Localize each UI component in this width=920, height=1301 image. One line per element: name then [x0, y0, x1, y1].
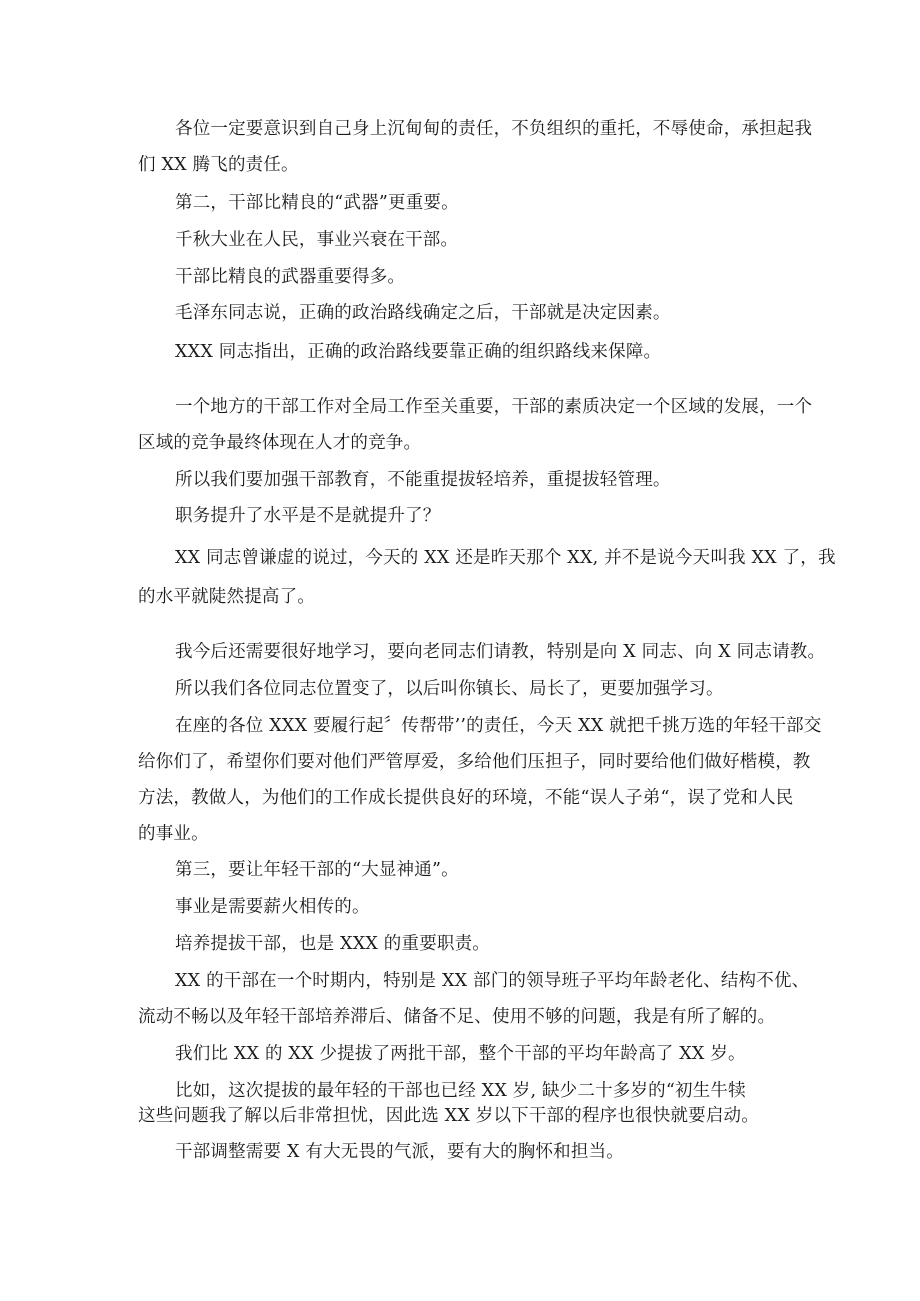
paragraph-line: 区域的竞争最终体现在人才的竞争。 — [138, 433, 422, 453]
paragraph-line: 培养提拔干部，也是 XXX 的重要职责。 — [175, 934, 490, 954]
paragraph-line: XX 的干部在一个时期内，特别是 XX 部门的领导班子平均年龄老化、结构不优、 — [175, 971, 810, 991]
paragraph-line: 的事业。 — [138, 824, 209, 844]
paragraph-line: 在座的各位 XXX 要履行起〞传帮带’’的责任，今天 XX 就把千挑万选的年轻干部交 — [175, 716, 822, 736]
paragraph-line: 千秋大业在人民，事业兴衰在干部。 — [175, 230, 459, 250]
paragraph-line: 的水平就陡然提高了。 — [138, 587, 315, 607]
paragraph-line: 们 XX 腾飞的责任。 — [138, 155, 299, 175]
paragraph-line: XX 同志曾谦虚的说过，今天的 XX 还是昨天那个 XX, 并不是说今天叫我 XX 了，我 — [175, 548, 836, 568]
paragraph-line: 职务提升了水平是不是就提升了？ — [175, 506, 441, 526]
paragraph-line: 所以我们各位同志位置变了，以后叫你镇长、局长了，更要加强学习。 — [175, 679, 724, 699]
paragraph-line: 各位一定要意识到自己身上沉甸甸的责任，不负组织的重托，不辱使命，承担起我 — [175, 119, 813, 139]
paragraph-line: 比如，这次提拔的最年轻的干部也已经 XX 岁, 缺少二十多岁的“初生牛犊 — [175, 1081, 746, 1101]
section-heading: 第三，要让年轻干部的“大显神通”。 — [175, 860, 459, 880]
paragraph-line: 方法，教做人，为他们的工作成长提供良好的环境，不能“误人子弟“，误了党和人民 — [138, 788, 794, 808]
paragraph-line: 毛泽东同志说，正确的政治路线确定之后，干部就是决定因素。 — [175, 303, 671, 323]
paragraph-line: 一个地方的干部工作对全局工作至关重要，干部的素质决定一个区域的发展，一个 — [175, 397, 813, 417]
paragraph-line: 事业是需要薪火相传的。 — [175, 897, 370, 917]
paragraph-line: 我们比 XX 的 XX 少提拔了两批干部，整个干部的平均年龄高了 XX 岁。 — [175, 1044, 746, 1064]
paragraph-line: 干部比精良的武器重要得多。 — [175, 267, 406, 287]
section-heading: 第二，干部比精良的“武器”更重要。 — [175, 193, 459, 213]
paragraph-line: 所以我们要加强干部教育，不能重提拔轻培养，重提拔轻管理。 — [175, 470, 671, 490]
paragraph-line: XXX 同志指出，正确的政治路线要靠正确的组织路线来保障。 — [175, 342, 662, 362]
paragraph-line: 干部调整需要 X 有大无畏的气派，要有大的胸怀和担当。 — [175, 1142, 624, 1162]
paragraph-line: 给你们了，希望你们要对他们严管厚爱，多给他们压担子，同时要给他们做好楷模，教 — [138, 752, 811, 772]
paragraph-line: 我今后还需要很好地学习，要向老同志们请教，特别是向 X 同志、向 X 同志请教。 — [175, 642, 826, 662]
paragraph-line: 流动不畅以及年轻干部培养滞后、储备不足、使用不够的问题，我是有所了解的。 — [138, 1007, 776, 1027]
paragraph-line: 这些问题我了解以后非常担忧，因此选 XX 岁以下干部的程序也很快就要启动。 — [138, 1106, 759, 1126]
